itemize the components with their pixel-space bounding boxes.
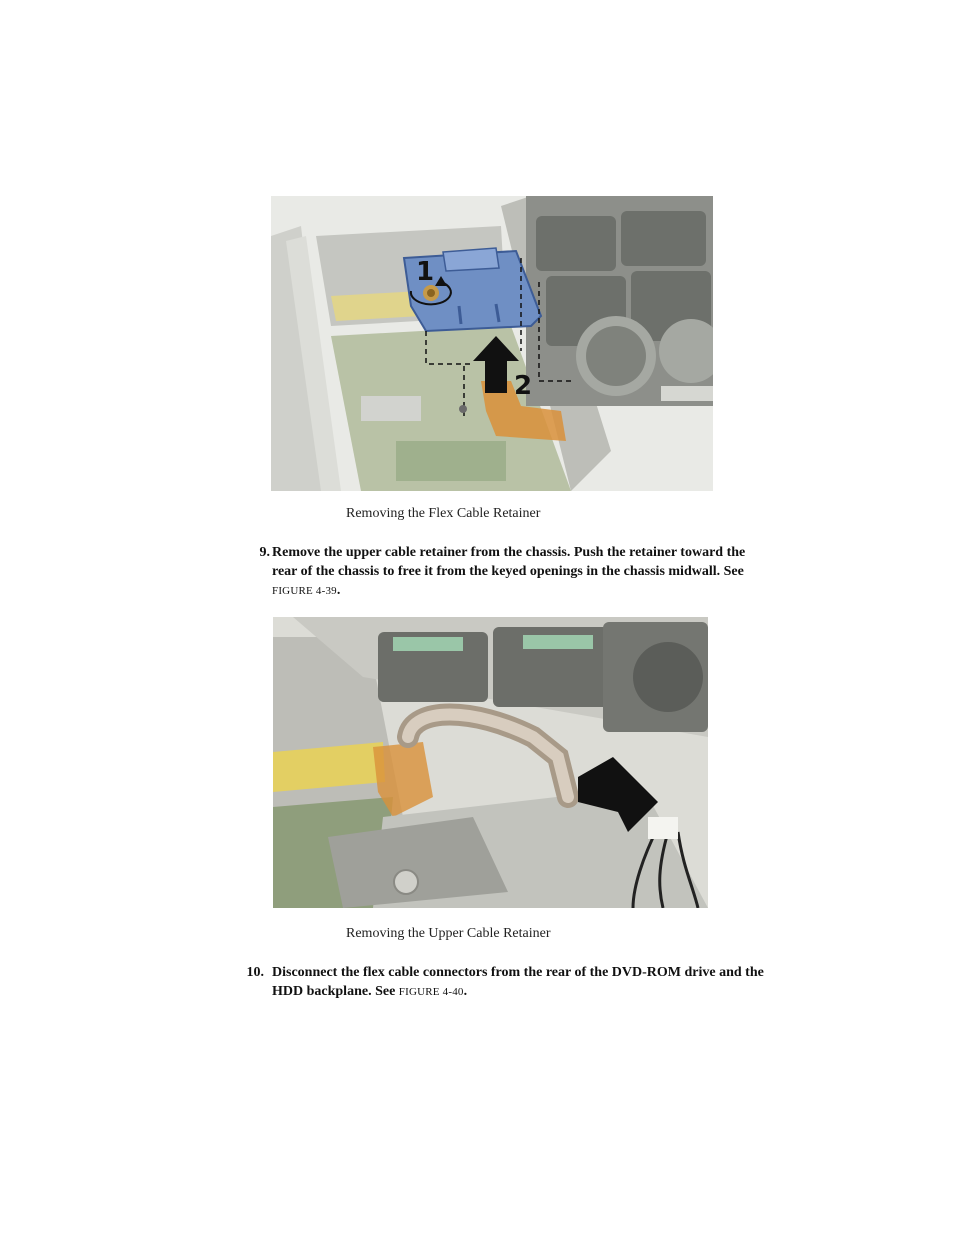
step-10-line-2: HDD backplane. See FIGURE 4-40. (272, 984, 468, 999)
flex-retainer-illustration (271, 196, 713, 491)
upper-retainer-illustration (273, 617, 708, 908)
step-10-line-1: Disconnect the flex cable connectors from the rear of the DVD-ROM drive and the (272, 965, 764, 980)
step-9 (246, 543, 846, 603)
step-9-line-2: rear of the chassis to free it from the keyed openings in the chassis midwall. See (272, 564, 744, 579)
step-9-line-3: FIGURE 4-39. (272, 583, 341, 598)
figure-caption-1: Removing the Flex Cable Retainer (346, 506, 541, 521)
figure-reference-link[interactable]: FIGURE 4-40 (398, 986, 464, 998)
step-number: 10. (246, 965, 264, 980)
step-9-line-1: Remove the upper cable retainer from the chassis. Push the retainer toward the (272, 545, 746, 560)
figure-reference-link[interactable]: FIGURE 4-39 (272, 585, 337, 597)
callout-1: 1 (416, 257, 435, 287)
step-10 (240, 963, 850, 1003)
figure-caption-2: Removing the Upper Cable Retainer (346, 926, 551, 941)
callout-2: 2 (514, 371, 533, 401)
step-number: 9. (259, 545, 270, 560)
figure-upper-cable-retainer (273, 617, 708, 908)
figure-flex-cable-retainer (271, 196, 713, 491)
